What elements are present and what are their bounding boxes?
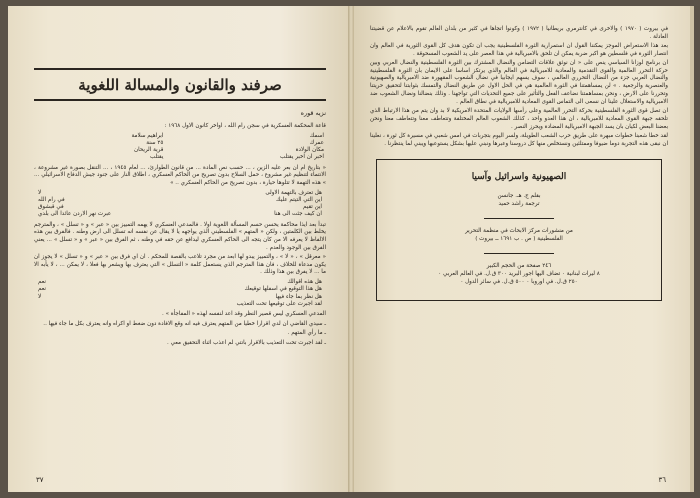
dialog-question: ان كيف جئت الى هنا bbox=[274, 211, 322, 218]
left-page bbox=[8, 6, 348, 492]
paragraph: في بيروت ( ١٩٧٠ ) والاخرى في كانترمري بريطانيا ( ١٩٧٢ ) وكونوا اتجاها في كثير من بلدان العالم تقوم بالاعلام عن قضيتنا العادلة . bbox=[370, 26, 669, 40]
paragraph: « معرقل » ، « لا » ، والتمييز يبدو لها ابعد من مجرد تلاعب بالقصة للمحكم . ان اي فرق بين « عبر » و « تسلل » لا يجوز ان يكون مدعاة للخلاف ، فان هذا المترجم الذي يستعمل كلمة « التسلل » التي يعترف بها ويشعر بها فعلا ، لا يمكن ... ، لا يأبه الا ما ... لا يفرق بين هذا وذلك . bbox=[34, 254, 326, 276]
paragraph: ان تصل قوى الثورة الفلسطينية بحركة التحرر العالمية وعلى رأسها الولايات المتحدة الامريكية لا بد وان يتم من هذا الارتباط الذي تلحقه جبهة القوى المعادية للامبريالية ، ان هذا العدو واحد ، كذلك الشعوب العالم المختلفة وتتعاطف معنا وتتعاطف معنا ونحن بعضنا البعض لكيان بان يسد الجبهة الامبريالية المضادة ويحرز النصر . bbox=[370, 108, 668, 130]
record-key: اخبر ان اخبر يقتلب bbox=[280, 154, 324, 161]
dialog-line bbox=[34, 190, 326, 197]
dialog-block bbox=[34, 279, 326, 308]
paragraph: قاعة المحكمة العسكرية في سجن رام الله ، اواخر كانون الاول ١٩٦٨ : bbox=[164, 123, 326, 129]
paragraph: ـ ما رأي المتهم . bbox=[287, 330, 326, 337]
dialog-block bbox=[34, 190, 326, 219]
dialog-answer: نعم bbox=[38, 278, 46, 285]
ad-divider bbox=[484, 218, 554, 219]
dialog-question: هل نظر بما جاء فيها bbox=[275, 293, 322, 300]
ad-detail: ٢٥٠ ق.ل. في اوروبا ٠ ٥٠٠ ق.ل. في سائر الدول ٠ bbox=[460, 278, 578, 285]
record-row bbox=[34, 147, 326, 154]
record-value: ٢٥ سنة bbox=[146, 139, 164, 146]
page-number-right: ٣٦ bbox=[658, 476, 666, 484]
record-row bbox=[34, 133, 326, 140]
ad-detail: ٨ ليرات لبنانية ٠ تضاف اليها اجور البريد ٣٠٠ ق.ل. في العالم العربي ٠ bbox=[438, 270, 600, 277]
dialog-question: اين التي التيتم عليك bbox=[276, 196, 322, 203]
ad-translator: ترجمة راشد حميد bbox=[498, 200, 540, 207]
dialog-answer: في قبشوق bbox=[38, 204, 64, 211]
paragraph: بعد هذا الاستعراض الموجز يمكننا القول ان استمرارية الثورة الفلسطينية يجب ان تكون هدف كل القوى الثورية في العالم وان انتصار الثورة في فلسطين هو اكبر ضربة يمكن ان تلحق بالامبريالية في هذا العصر على يد الشعوب المسحوقة . bbox=[370, 42, 668, 57]
article-title-box bbox=[34, 68, 326, 101]
record-value: ابراهيم سلامة bbox=[131, 132, 164, 139]
paragraph: « بتاريخ ام ان بعر عليه الزين ، ... حسب نص المادة ... من قانون الطوارئ، ... لعام ١٩٤٥ ، ... التنقل بصورة غير مشروعة ، الانتماء لتنظيم غير مشروع ، حمل السلاح بدون تصريح من الحاكم العسكري ، اطلاق النار على جنود جيش الدفاع الاسرائيلي ... » هذه التهمة لا تتلوها حيارة ، بدون تصريح من الحاكم العسكري .. » bbox=[34, 164, 326, 186]
right-page-body bbox=[370, 26, 668, 149]
book-advertisement bbox=[376, 159, 662, 301]
dialog-question: هل هذا التوقيع في اسفلها توقيعك bbox=[244, 286, 322, 293]
record-key: مكان الولادة bbox=[295, 147, 324, 154]
dialog-question: هل هذه اقوالك bbox=[287, 278, 322, 285]
book-spread bbox=[8, 6, 694, 492]
dialog-answer: في رام الله bbox=[38, 196, 65, 203]
paragraph: لقد خطا شعبنا خطوات مبهرة على طريق حرب الشعب الطويلة، ولسر اليوم بتجربات في امس شعبي في مسيرة كل ثورة ، نعلينا ان نبقى هذه التجربة دوما ضيوفا وممتلئين ونستخلص منها كل دروسنا وعبرها ونبني عليها بشكل يستوعبها ويبني لما ينتظرنا . bbox=[370, 132, 668, 147]
dialog-answer: لا bbox=[38, 293, 42, 300]
dialog-question: هل تعترف بالتهمة الاولى bbox=[265, 189, 322, 196]
ad-publisher-line1: من منشورات مركز الابحاث في منظمة التحرير bbox=[465, 227, 573, 234]
dialog-line bbox=[34, 286, 326, 293]
ad-book-title: الصهيونية واسرائيل وآسيا bbox=[471, 171, 567, 182]
record-row bbox=[34, 154, 326, 161]
dialog-line bbox=[34, 211, 326, 218]
dialog-answer: لا bbox=[38, 189, 42, 196]
dialog-answer: عبرت نهر الاردن عائدا الى بلدي bbox=[38, 211, 112, 218]
ad-detail: ٢٤٦ صفحة من الحجم الكبير bbox=[486, 262, 552, 269]
page-edge bbox=[690, 6, 694, 492]
page-number-left: ٣٧ bbox=[36, 476, 44, 484]
article-author: نزيه قوره bbox=[300, 109, 326, 117]
paragraph: ـ لقد اجبرت تحت التعذيب بالاقرار بانتي لم اعذب اثناء التحقيق معي . bbox=[167, 339, 326, 346]
record-row bbox=[34, 140, 326, 147]
right-page bbox=[348, 6, 694, 492]
record-value: يقتلب bbox=[149, 154, 164, 161]
dialog-question: اين تقيم bbox=[303, 204, 322, 211]
dialog-question: لقد اجبرت على توقيعها تحت التعذيب bbox=[236, 300, 322, 307]
record-key: اسمك bbox=[309, 132, 324, 139]
ad-publisher-line2: الفلسطينية ( ص . ب ١٦٩١ ــ بيروت ) bbox=[475, 235, 563, 242]
paragraph: ـ سيدي القاضي ان لدي اقرارا خطيا من المتهم يعترف فيه انه وقع الافادة دون ضغط او اكراه وانه يعترف بكل ما جاء فيها .. bbox=[43, 320, 326, 327]
ad-author: بقلم ج. هـ. جانسن bbox=[497, 192, 541, 199]
ad-divider bbox=[484, 253, 554, 254]
record-value: قرية الريحان bbox=[133, 147, 164, 154]
dialog-line bbox=[34, 294, 326, 301]
dialog-line bbox=[34, 279, 326, 286]
paragraph: ان برنامج لوزانا السياسي ينص على « ان نوثق علاقات التضامن والنضال المشترك بين الثورة الفلسطينية والنضال العربي وبين حركة التحرر العالمية والقوى التقدمية والمعادية للامبريالية في العالم والذي يرتكز اساسا على الايمان بان الثورة الفلسطينية والنضال العربي جزء من النضال التحرري العالمي ، سوف يسهم ايجابيا في نضال الشعوب المقهورة ضد الامبريالية والصهيونية والعنصرية والرجعية . » لن يمساهمتنا في الثورة العالمية هي في الحل الاول عن طريق النضال والتمسك بثوابتنا لتحقيق حريتنا وتحررنا على الارض ، ونحن بمساهمتنا نضاعف الفعل والتأثير على جميع التحديات التي تواجهنا . وذلك بنضالنا ونضال الشعوب ضد الامبريالية والاستغلال علينا ان نسعى الى التماس القوى المعادية للامبريالية في نطاق العالم . bbox=[370, 59, 668, 106]
paragraph: المدعي العسكري ليس قصير النظر وقد اعد لنفسه لهذه « المفاجأة » . bbox=[162, 311, 326, 318]
record-table bbox=[34, 133, 326, 162]
record-key: عمرك bbox=[309, 139, 324, 146]
dialog-line bbox=[34, 197, 326, 204]
article-body bbox=[34, 123, 326, 347]
dialog-answer: نعم bbox=[38, 286, 46, 293]
dialog-line bbox=[34, 301, 326, 308]
article-title: صرفند والقانون والمسالة اللغوية bbox=[78, 76, 282, 94]
paragraph: تبدأ بعد ايذا محاكمة يحسن حسم المسألة اللغوية اولا . فالمدعي العسكري لا يهمه التمييز بين « عبر » و « تسلل » ، والمترجم يخلط بين الكلمتين ، ولكن « المتهم » الفلسطيني الذي يواجهه يا لا يقال عن نفسه انه تسلل الى ارض وطنه . فالفرق بين هذه الالفاظ لا يعرفه الا من كان يتجه الى الحاكم العسكري ليدافع عن حقه في وطنه ، ثم الفرق بين « عبر » و « تسلل » ... يعني الفرق بين الوجود والعدم . bbox=[34, 221, 326, 251]
book-gutter bbox=[348, 6, 354, 492]
